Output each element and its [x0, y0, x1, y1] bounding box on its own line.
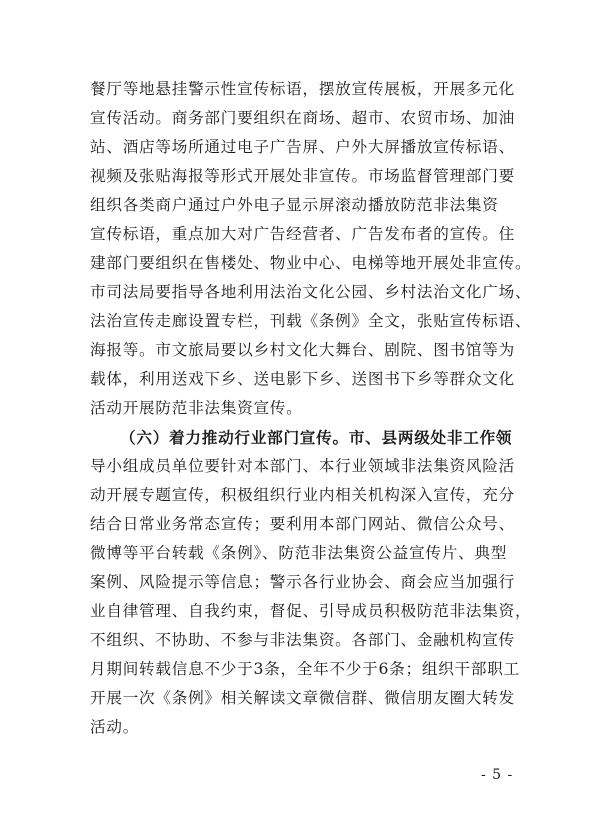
text-line: 载体，利用送戏下乡、送电影下乡、送图书下乡等群众文化: [90, 370, 515, 388]
text-line: 市司法局要指导各地利用法治文化公园、乡村法治文化广场、: [90, 283, 532, 301]
text-line: 动开展专题宣传，积极组织行业内相关机构深入宣传，充分: [90, 486, 515, 504]
text-line: 海报等。市文旅局要以乡村文化大舞台、剧院、图书馆等为: [90, 341, 515, 359]
text-line: 法治宣传走廊设置专栏，刊载《条例》全文，张贴宣传标语、: [90, 312, 532, 330]
text-line: 案例、风险提示等信息；警示各行业协会、商会应当加强行: [90, 573, 515, 591]
text-line: 建部门要组织在售楼处、物业中心、电梯等地开展处非宣传。: [90, 254, 532, 272]
text-line: 组织各类商户通过户外电子显示屏滚动播放防范非法集资: [90, 196, 499, 214]
text-line: 活动。: [90, 718, 140, 736]
text-line: 开展一次《条例》相关解读文章微信群、微信朋友圈大转发: [90, 689, 515, 707]
text-line: 宣传标语，重点加大对广告经营者、广告发布者的宣传。住: [90, 225, 515, 243]
text-line: 不组织、不协助、不参与非法集资。各部门、金融机构宣传: [90, 631, 515, 649]
text-line: 微博等平台转载《条例》、防范非法集资公益宣传片、典型: [90, 544, 508, 562]
text-line: 导小组成员单位要针对本部门、本行业领域非法集资风险活: [90, 457, 515, 475]
text-line: 活动开展防范非法集资宣传。: [90, 399, 303, 417]
text-line: 结合日常业务常态宣传；要利用本部门网站、微信公众号、: [90, 515, 515, 533]
text-line: 月期间转载信息不少于3条，全年不少于6条；组织干部职工: [90, 660, 520, 678]
text-line: 业自律管理、自我约束，督促、引导成员积极防范非法集资，: [90, 602, 532, 620]
text-line: 餐厅等地悬挂警示性宣传标语，摆放宣传展板，开展多元化: [90, 80, 515, 98]
section-heading-line: （六）着力推动行业部门宣传。市、县两级处非工作领: [120, 428, 513, 447]
body-text: [90, 75, 538, 742]
page-number: - 5 -: [481, 767, 514, 783]
text-line: 宣传活动。商务部门要组织在商场、超市、农贸市场、加油: [90, 109, 515, 127]
text-line: 视频及张贴海报等形式开展处非宣传。市场监督管理部门要: [90, 167, 515, 185]
text-line: 站、酒店等场所通过电子广告屏、户外大屏播放宣传标语、: [90, 138, 515, 156]
